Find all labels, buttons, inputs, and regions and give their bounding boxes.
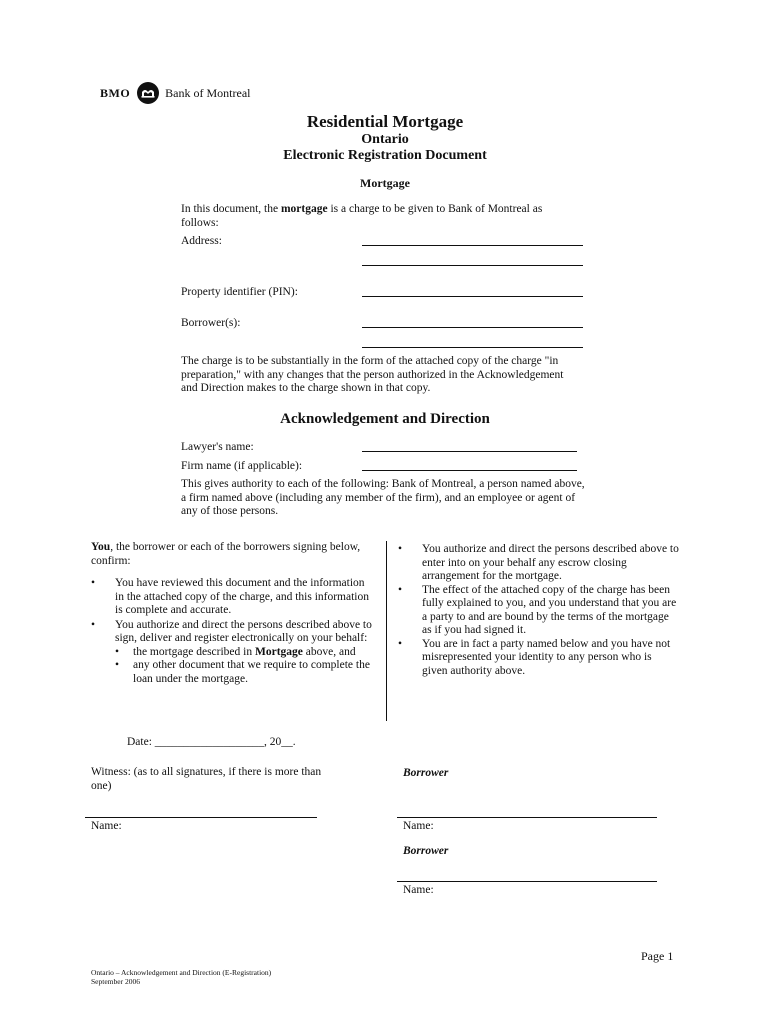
borrower-name-label-1: Name: xyxy=(403,820,434,832)
borrowers-label: Borrower(s): xyxy=(181,317,241,329)
footer-line-2: September 2006 xyxy=(91,977,140,986)
borrowers-line-2[interactable] xyxy=(362,347,583,348)
address-label: Address: xyxy=(181,235,222,247)
borrower-label-1: Borrower xyxy=(403,767,449,779)
address-line-1[interactable] xyxy=(362,245,583,246)
lawyer-name-line[interactable] xyxy=(362,451,577,452)
page-number: Page 1 xyxy=(641,949,674,963)
document-title: Residential Mortgage xyxy=(306,112,464,131)
date-line[interactable]: Date: ___________________, 20__. xyxy=(127,736,296,748)
column-divider xyxy=(386,541,387,721)
authorization-column xyxy=(398,543,680,678)
footer xyxy=(91,968,271,986)
confirmation-intro-bold: You xyxy=(91,541,111,553)
authority-paragraph: This gives authority to each of the following: Bank of Montreal, a person named above, a firm named above (including any member of the firm), and an employee or agent of any of those persons. xyxy=(181,478,585,517)
borrower-signature-line-2[interactable] xyxy=(397,881,657,882)
confirmation-intro-text: , the borrower or each of the borrowers signing below, confirm: xyxy=(91,541,361,567)
witness-name-label: Name: xyxy=(91,820,122,832)
pin-label: Property identifier (PIN): xyxy=(181,286,298,298)
borrower-name-label-2: Name: xyxy=(403,884,434,896)
witness-signature-line[interactable] xyxy=(85,817,317,818)
document-subtitle: Electronic Registration Document xyxy=(283,148,487,163)
authorization-bullet-1: You authorize and direct the persons described above to enter into on your behalf any escrow closing arrangement for the mortgage. xyxy=(422,543,679,582)
intro-paragraph xyxy=(181,203,581,230)
list-item xyxy=(398,584,680,638)
borrower-label-2: Borrower xyxy=(403,845,449,857)
list-item xyxy=(115,646,376,660)
list-item xyxy=(398,543,680,584)
sub-bullet-1-bold: Mortgage xyxy=(255,645,303,658)
confirmation-bullet-1: You have reviewed this document and the information in the attached copy of the charge, and this information is complete and accurate. xyxy=(115,577,369,616)
firm-name-label: Firm name (if applicable): xyxy=(181,460,303,472)
confirmation-bullet-2: You authorize and direct the persons described above to sign, deliver and register electronically on your behalf: xyxy=(115,618,372,644)
address-line-2[interactable] xyxy=(362,265,583,266)
intro-post: is a charge to be given to Bank of Montreal as follows: xyxy=(181,203,543,229)
firm-name-line[interactable] xyxy=(362,470,577,471)
acknowledgement-heading: Acknowledgement and Direction xyxy=(280,411,490,427)
list-item xyxy=(398,638,680,679)
mortgage-heading: Mortgage xyxy=(360,176,410,190)
authorization-bullet-3: You are in fact a party named below and you have not misrepresented your identity to any person who is given authority above. xyxy=(422,637,671,677)
confirmation-intro xyxy=(91,541,376,568)
borrowers-line-1[interactable] xyxy=(362,327,583,328)
list-item xyxy=(91,577,376,618)
list-item xyxy=(91,619,376,687)
list-item xyxy=(115,659,376,686)
borrower-confirmation-column xyxy=(91,541,376,686)
intro-bold: mortgage xyxy=(280,203,328,215)
sub-bullet-1-pre: the mortgage described in xyxy=(133,645,255,658)
authorization-bullet-2: The effect of the attached copy of the charge has been fully explained to you, and you understand that you are a party to and are bound by the terms of the mortgage as if you had signed it. xyxy=(422,583,677,636)
sub-bullet-2: any other document that we require to complete the loan under the mortgage. xyxy=(133,659,370,685)
charge-paragraph: The charge is to be substantially in the form of the attached copy of the charge "in preparation," with any changes that the person authorized in the Acknowledgement and Direction makes to the charge shown in that copy. xyxy=(181,355,564,394)
footer-line-1: Ontario – Acknowledgement and Direction (E-Registration) xyxy=(91,968,272,977)
province-title: Ontario xyxy=(361,132,409,147)
pin-line[interactable] xyxy=(362,296,583,297)
logo-bmo-text: BMO xyxy=(100,85,131,100)
witness-label: Witness: (as to all signatures, if there is more than one) xyxy=(91,766,322,792)
logo-bank-name: Bank of Montreal xyxy=(165,85,251,100)
bmo-logo xyxy=(100,82,250,104)
bmo-roundel-icon xyxy=(137,82,159,104)
lawyer-name-label: Lawyer's name: xyxy=(181,441,254,453)
borrower-signature-line-1[interactable] xyxy=(397,817,657,818)
intro-pre: In this document, the xyxy=(181,203,281,215)
sub-bullet-1-post: above, and xyxy=(302,645,356,658)
